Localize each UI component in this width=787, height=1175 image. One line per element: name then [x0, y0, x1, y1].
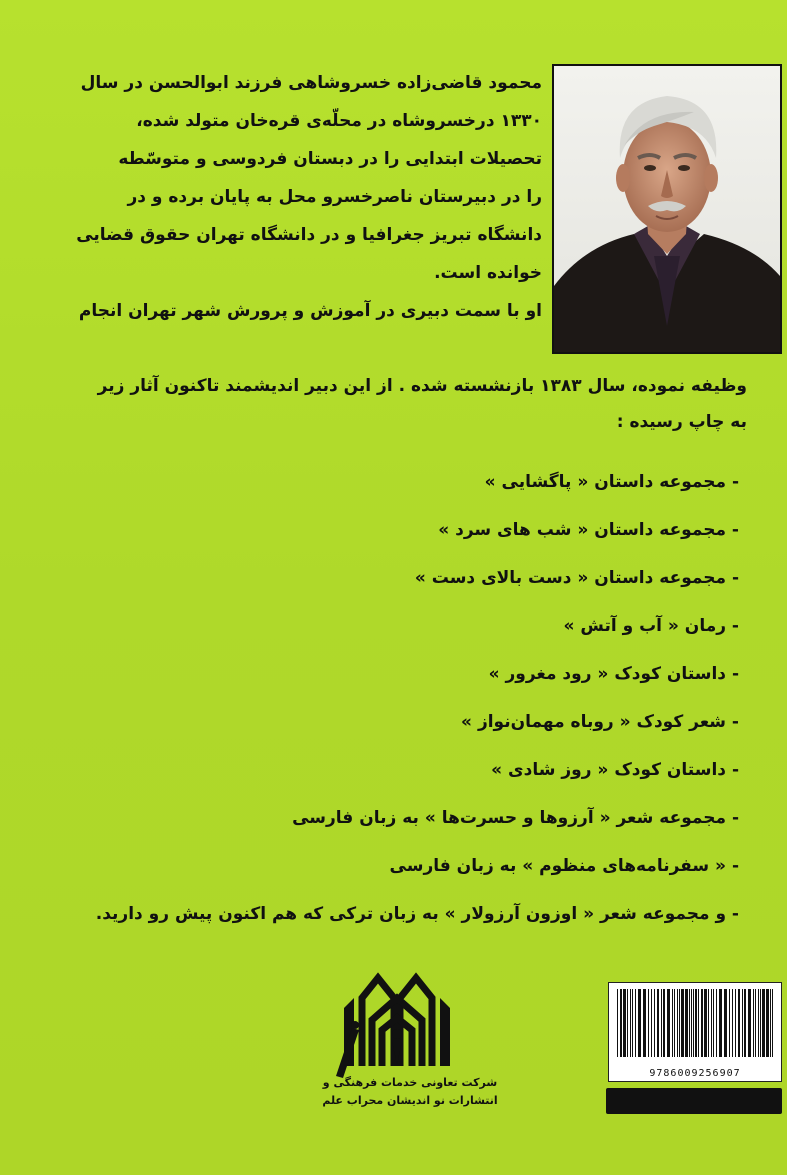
- barcode-bar: [770, 989, 771, 1057]
- bio-line: به چاپ رسیده :: [616, 412, 747, 432]
- barcode-bar: [753, 989, 754, 1057]
- barcode-bar: [667, 989, 670, 1057]
- publisher-name: [300, 1074, 520, 1110]
- barcode-bar: [661, 989, 662, 1057]
- barcode-bar: [620, 989, 622, 1057]
- barcode-bar: [674, 989, 675, 1057]
- bio-line: دانشگاه تبریز جغرافیا و در دانشگاه تهران حقوق قضایی: [76, 225, 542, 245]
- barcode-bar: [654, 989, 655, 1057]
- list-item: - شعر کودک « روباه مهمان‌نواز »: [461, 712, 739, 732]
- price-sticker: [606, 1088, 782, 1114]
- barcode-bar: [711, 989, 712, 1057]
- barcode-bar: [742, 989, 743, 1057]
- barcode-bar: [663, 989, 665, 1057]
- barcode-bar: [744, 989, 746, 1057]
- barcode-bar: [755, 989, 756, 1057]
- barcode-bar: [635, 989, 636, 1057]
- list-item: - داستان کودک « رود مغرور »: [488, 664, 739, 684]
- list-item: - و مجموعه شعر « اوزون آرزولار » به زبان ترکی که هم اکنون پیش رو دارید.: [95, 904, 739, 924]
- list-item: - داستان کودک « روز شادی »: [491, 760, 739, 780]
- list-item: - مجموعه داستان « دست بالای دست »: [414, 568, 739, 588]
- barcode-bar: [766, 989, 769, 1057]
- barcode-bar: [643, 989, 646, 1057]
- barcode-bar: [695, 989, 697, 1057]
- bio-line: او با سمت دبیری در آموزش و پرورش شهر تهران انجام: [78, 301, 542, 321]
- bio-line: وظیفه نموده، سال ۱۳۸۳ بازنشسته شده . از این دبیر اندیشمند تاکنون آثار زیر: [97, 376, 747, 396]
- barcode-bar: [627, 989, 628, 1057]
- author-bio-continued: [37, 368, 747, 440]
- barcode-bar: [738, 989, 740, 1057]
- author-photo: [552, 64, 782, 354]
- author-bio: [62, 64, 542, 330]
- barcode-bar: [698, 989, 699, 1057]
- barcode-bar: [762, 989, 765, 1057]
- bio-line: را در دبیرستان ناصرخسرو محل به پایان برده و در: [127, 187, 542, 207]
- barcode-bar: [758, 989, 759, 1057]
- barcode-bar: [724, 989, 727, 1057]
- barcode-bar: [681, 989, 684, 1057]
- barcode-bar: [685, 989, 688, 1057]
- barcode-bar: [729, 989, 730, 1057]
- barcode-bar: [701, 989, 703, 1057]
- works-list: [39, 462, 739, 942]
- barcode-bar: [657, 989, 659, 1057]
- barcode-bar: [689, 989, 690, 1057]
- barcode-bar: [704, 989, 707, 1057]
- barcode-bar: [630, 989, 631, 1057]
- barcode-bar: [748, 989, 751, 1057]
- list-item: - رمان « آب و آتش »: [563, 616, 739, 636]
- bio-line: خوانده است.: [434, 263, 542, 283]
- barcode-bar: [760, 989, 761, 1057]
- list-item: - مجموعه شعر « آرزوها و حسرت‌ها » به زبان فارسی: [292, 808, 739, 828]
- barcode-bars: [609, 983, 781, 1063]
- barcode-bar: [623, 989, 626, 1057]
- list-item: - « سفرنامه‌های منظوم » به زبان فارسی: [389, 856, 739, 876]
- barcode-bar: [672, 989, 673, 1057]
- barcode-bar: [735, 989, 736, 1057]
- barcode-bar: [693, 989, 694, 1057]
- isbn-number: 9786009256907: [649, 1068, 741, 1079]
- barcode-bar: [632, 989, 633, 1057]
- bio-line: محمود قاضی‌زاده خسروشاهی فرزند ابوالحسن در سال: [80, 73, 542, 93]
- barcode-bar: [732, 989, 733, 1057]
- barcode-bar: [719, 989, 722, 1057]
- barcode-bar: [679, 989, 680, 1057]
- barcode-bar: [648, 989, 649, 1057]
- barcode-bar: [617, 989, 618, 1057]
- list-item: - مجموعه داستان « پاگشایی »: [484, 472, 739, 492]
- publisher-logo-icon: [332, 968, 462, 1078]
- barcode-bar: [708, 989, 709, 1057]
- isbn-barcode: [608, 982, 782, 1082]
- bio-line: تحصیلات ابتدایی را در دبستان فردوسی و متوسّطه: [118, 149, 542, 169]
- barcode-bar: [716, 989, 717, 1057]
- publisher-line: انتشارات نو اندیشان محراب علم: [322, 1094, 498, 1107]
- barcode-bar: [691, 989, 692, 1057]
- barcode-bar: [677, 989, 678, 1057]
- publisher-line: شرکت تعاونی خدمات فرهنگی و: [322, 1076, 498, 1089]
- bio-line: ۱۳۳۰ درخسروشاه در محلّه‌ی قره‌خان متولد شده،: [136, 111, 542, 131]
- barcode-bar: [651, 989, 652, 1057]
- barcode-bar: [713, 989, 714, 1057]
- barcode-bar: [638, 989, 641, 1057]
- list-item: - مجموعه داستان « شب های سرد »: [438, 520, 739, 540]
- barcode-bar: [772, 989, 773, 1057]
